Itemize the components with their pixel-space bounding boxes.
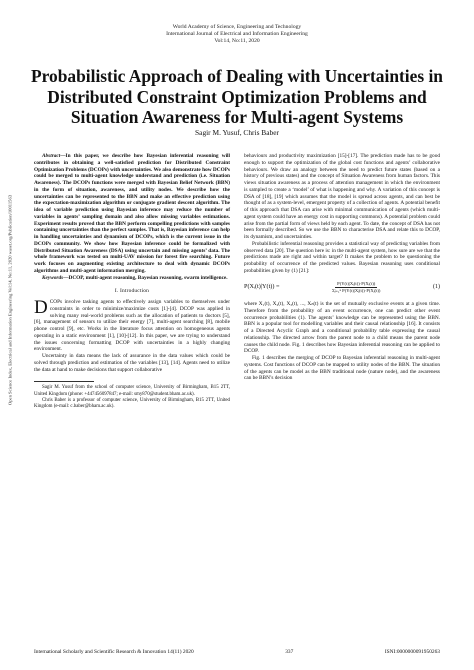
footnote-author-2: Chris Baber is a professor of computer science, University of Birmingham, B15 2TT, United Kingdom (e-mail: c.baber@bham.ac.uk). xyxy=(34,397,230,410)
left-column xyxy=(34,153,230,410)
intro-paragraph-1-text: COPs involve tasking agents to effectively assign variables to themselves under constraints in order to minimize/maximize costs [1]-[4]. DCOP was applied in solving many real-world problems such as the allocation of patients to doctors [5], [6], management of sensors to utilize their energy [7], multi-agent searching [8], mobile phone control [9], etc. Works in the literature focus attention on homogeneous agents operating in a static environment [1], [10]-[12]. In this paper, we are trying to understand the issues concerning formatting DCOP with uncertainties in a highly changing environment. xyxy=(34,299,230,353)
page-number: 337 xyxy=(285,649,294,655)
keywords xyxy=(34,275,230,282)
section-heading: I. Introduction xyxy=(114,288,150,295)
body-paragraph: Probabilistic inferential reasoning provides a statistical way of predicting variables from observed data [20]. The question here is: in the multi-agent system, how sure are we that the predictions made are right and within target? It makes the problem to be questioning the probability of occurrence of the predicted values. Bayesian reasoning uses conditional probabilities given by (1) [21]: xyxy=(244,240,440,274)
journal-volume: Vol:14, No:11, 2020 xyxy=(214,38,260,44)
body-paragraph: where X₁(t), X₂(t), X₃(t), ..., Xₙ(t) is the set of mutually exclusive events at a given time. Therefore from the probability of an event occurrence, one can predict other event occurrence probabilities (1). The agents’ knowledge can be represented using the BBN. BBN is a popular tool for modelling variables and their causal relationship [16]. It consists of a Directed Acyclic Graph and a conditional probability table expressing the causal relationship. The directed arrow from the parent node to a child means the parent node causes the child node. Fig. 1 describes how Bayesian inferential reasoning can be applied to DCOP. xyxy=(244,301,440,355)
equation-fraction xyxy=(332,281,380,296)
equation-denominator: Σⱼ₌₁ⁿ P(Y(t)|Xⱼ(t))·P(Xⱼ(t)) xyxy=(332,288,381,294)
footnote-divider xyxy=(34,381,94,382)
journal-name: World Academy of Science, Engineering and Technology xyxy=(172,24,302,30)
keywords-text: —DCOP, multi-agent reasoning, Bayesian reasoning, swarm intelligence. xyxy=(63,274,228,281)
side-watermark xyxy=(4,150,16,450)
footer-isni: ISNI:0000000091950263 xyxy=(384,649,440,655)
keywords-label: Keywords xyxy=(42,274,64,281)
equation-lhs: P(Xᵢ(t)|Y(t)) = xyxy=(244,283,280,291)
right-column xyxy=(244,153,440,382)
abstract xyxy=(34,153,230,275)
equation-number: (1) xyxy=(433,284,440,291)
abstract-text: —In this paper, we describe how Bayesian inferential reasoning will contributes in obtaining a well-satisfied prediction for Distributed Constraint Optimization Problems (DCOPs) with uncertainties. We also demonstrate how DCOPs could be merged to multi-agent knowledge understand and prediction (i.e. Situation Awareness). The DCOPs functions were merged with Bayesian Belief Network (BBN) in the form of situation, awareness, and utility nodes. We describe how the uncertainties can be represented to the BBN and make an effective prediction using the expectation-maximization algorithm or conjugate gradient descent algorithm. The idea of variable prediction using Bayesian inference may reduce the number of variables in agents’ sampling domain and also allow missing variables estimations. Experiment results proved that the BBN perform compelling predictions with samples containing uncertainties than the perfect samples. That is, Bayesian inference can help in handling uncertainties and dynamism of DCOPs, which is the current issue in the DCOPs community. We show how Bayesian inference could be formalized with Distributed Situation Awareness (DSA) using uncertain and missing agents’ data. The whole framework was tested on multi-UAV mission for forest fire searching. Future work focuses on augmenting existing architecture to deal with dynamic DCOPs algorithms and multi-agent information merging. xyxy=(34,153,230,274)
body-paragraph: Fig. 1 describes the merging of DCOP to Bayesian inferential reasoning in multi-agent systems. Cost functions of DCOP can be mapped to utility nodes of the BBN. The situation of the agents can be model as the BBN traditional node (nature node), and the awareness can be BBN’s decision xyxy=(244,355,440,382)
footnote-author-1: Sagir M. Yusuf from the school of computer science, University of Birmingham, B15 2TT, United Kingdom (phone: +447456097847; e-mail: smy870@student.bham.ac.uk). xyxy=(34,385,230,397)
equation-1 xyxy=(244,281,440,296)
intro-paragraph-2: Uncertainty in data means the lack of assurance in the data values which could be solved through prediction and estimation of the variables [13], [14]. Agents need to utilize the data at hand to make decisions that support collaborative xyxy=(34,353,230,373)
journal-subtitle: International Journal of Electrical and Information Engineering xyxy=(166,31,308,37)
page-footer xyxy=(34,649,440,655)
paper-authors: Sagir M. Yusuf, Chris Baber xyxy=(195,128,279,137)
footer-journal: International Scholarly and Scientific Research & Innovation 14(11) 2020 xyxy=(34,649,194,655)
abstract-label: Abstract xyxy=(42,153,61,159)
drop-cap: D xyxy=(34,297,48,318)
intro-paragraph-1 xyxy=(34,299,230,353)
equation-numerator: P(Y(t)|Xᵢ(t))·P(Xᵢ(t)) xyxy=(335,281,377,289)
paper-title: Probabilistic Approach of Dealing with Uncertainties in Distributed Constraint Optimization Problems and Situation Awareness for Multi-agent Systems xyxy=(31,66,443,127)
side-watermark-text: Open Science Index, Electrical and Information Engineering Vol:14, No:11, 2020 waset.org/Publication/10011563 xyxy=(7,194,13,406)
body-paragraph: behaviours and productivity maximization [15]-[17]. The prediction made has to be good enough to support the optimization of the global cost functions and agents’ collaborative behaviours. We draw an analogy between the need to predict future states (based on a history of previous states) and the concept of Situation Awareness from human factors. This views situation awareness as a process of attention management in which the environment is sampled to create a ‘model’ of what is happening and why. A variation of this concept is DSA of [18], [19] which assumes that the model is spread across agents, and can best be thought of as a system-level, emergent property of a collection of agents. A potential benefit of this approach that DSA can arise with minimal communication of agents (which multi-agent system could have an energy cost in supporting commons). A potential problem could arise from the partial form of views held by each agent. To date, the concept of DSA has not been formally described. So we use the BBN to characterise DSA and relate this to DCOP, its dynamism, and uncertainties. xyxy=(244,153,440,240)
